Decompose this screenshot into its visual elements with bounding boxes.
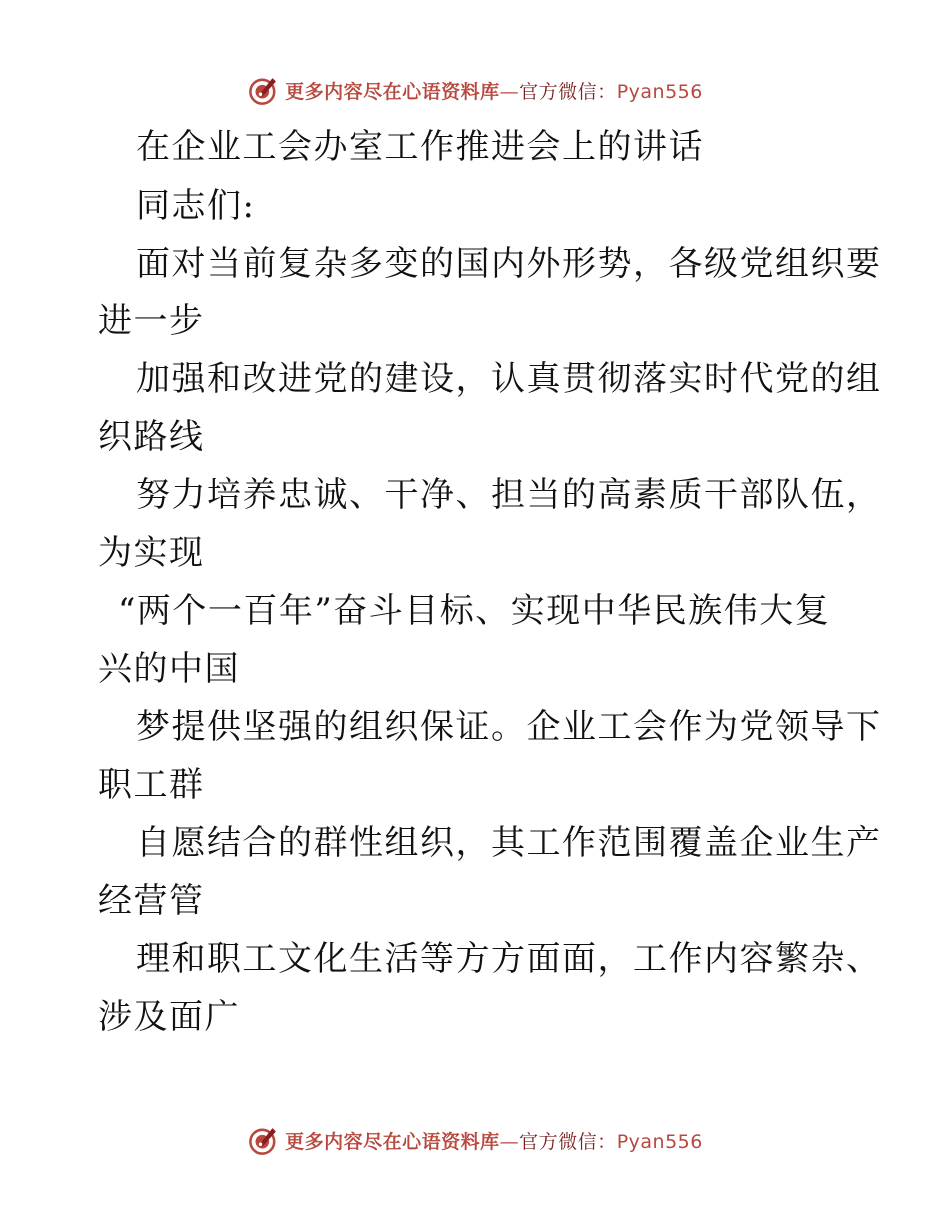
- watermark-main-text: 更多内容尽在心语资料库: [285, 1130, 500, 1153]
- footer-watermark: [0, 1120, 950, 1160]
- pen-nib-logo-icon: [247, 73, 281, 107]
- paragraph-line: 涉及面广: [98, 997, 240, 1037]
- paragraph-line: 理和职工文化生活等方方面面，工作内容繁杂、: [136, 939, 882, 979]
- paragraph-line: 为实现: [98, 533, 205, 573]
- watermark-wechat-id: Pyan556: [616, 80, 703, 103]
- paragraph-line: 经营管: [98, 881, 205, 921]
- paragraph-line: 加强和改进党的建设，认真贯彻落实时代党的组: [136, 359, 882, 399]
- paragraph-line: 努力培养忠诚、干净、担当的高素质干部队伍，: [136, 475, 882, 515]
- watermark-wechat-id: Pyan556: [616, 1130, 703, 1153]
- greeting: 同志们:: [136, 186, 256, 226]
- watermark-main-text: 更多内容尽在心语资料库: [285, 80, 500, 103]
- document-title: 在企业工会办室工作推进会上的讲话: [136, 127, 704, 167]
- paragraph-line: 职工群: [98, 765, 205, 805]
- paragraph-line: 梦提供坚强的组织保证。企业工会作为党领导下: [136, 707, 882, 747]
- paragraph-line: 进一步: [98, 301, 205, 341]
- watermark-wechat-label: 官方微信：: [519, 80, 617, 103]
- watermark-dash: —: [499, 80, 520, 103]
- watermark-wechat-label: 官方微信：: [519, 1130, 617, 1153]
- paragraph-line: “两个一百年”奋斗目标、实现中华民族伟大复: [118, 591, 831, 631]
- pen-nib-logo-icon: [247, 1123, 281, 1157]
- watermark-dash: —: [499, 1130, 520, 1153]
- paragraph-line: 织路线: [98, 417, 205, 457]
- paragraph-line: 自愿结合的群性组织，其工作范围覆盖企业生产: [136, 823, 882, 863]
- paragraph-line: 兴的中国: [98, 649, 240, 689]
- header-watermark: [0, 70, 950, 110]
- paragraph-line: 面对当前复杂多变的国内外形势，各级党组织要: [136, 244, 882, 284]
